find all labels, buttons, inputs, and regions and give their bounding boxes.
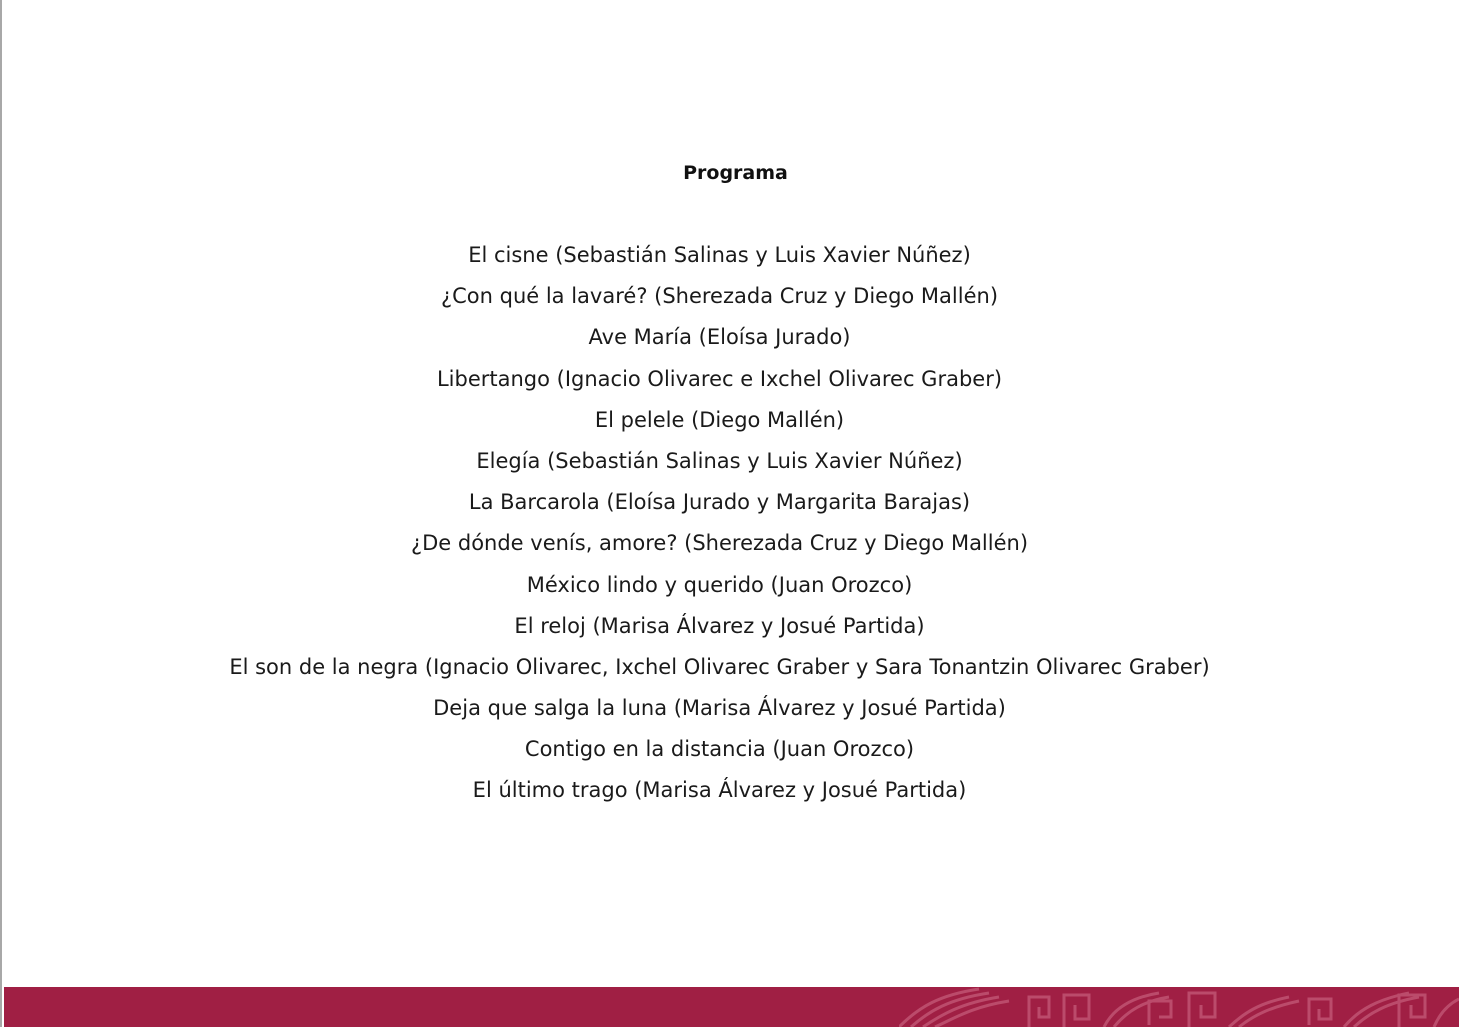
program-item: México lindo y querido (Juan Orozco) <box>526 572 913 597</box>
ornamental-fret-pattern-icon <box>899 987 1459 1027</box>
program-item: El reloj (Marisa Álvarez y Josué Partida) <box>514 613 925 638</box>
program-item: Ave María (Eloísa Jurado) <box>588 325 851 350</box>
program-title: Programa <box>683 162 788 184</box>
program-item: El último trago (Marisa Álvarez y Josué Partida) <box>472 778 967 803</box>
program-list <box>0 235 1439 812</box>
program-item: El son de la negra (Ignacio Olivarec, Ixchel Olivarec Graber y Sara Tonantzin Olivarec Graber) <box>229 654 1210 679</box>
program-item: ¿De dónde venís, amore? (Sherezada Cruz y Diego Mallén) <box>410 531 1029 556</box>
program-item: Deja que salga la luna (Marisa Álvarez y Josué Partida) <box>433 696 1006 721</box>
program-item: Libertango (Ignacio Olivarec e Ixchel Olivarec Graber) <box>436 366 1003 391</box>
program-item: ¿Con qué la lavaré? (Sherezada Cruz y Diego Mallén) <box>440 284 999 309</box>
program-item: Contigo en la distancia (Juan Orozco) <box>524 737 915 762</box>
footer-band <box>4 987 1459 1027</box>
program-item: La Barcarola (Eloísa Jurado y Margarita Barajas) <box>468 490 971 515</box>
program-item: El cisne (Sebastián Salinas y Luis Xavier Núñez) <box>468 243 971 267</box>
program-item: El pelele (Diego Mallén) <box>594 407 845 432</box>
program-item: Elegía (Sebastián Salinas y Luis Xavier Núñez) <box>476 448 963 473</box>
